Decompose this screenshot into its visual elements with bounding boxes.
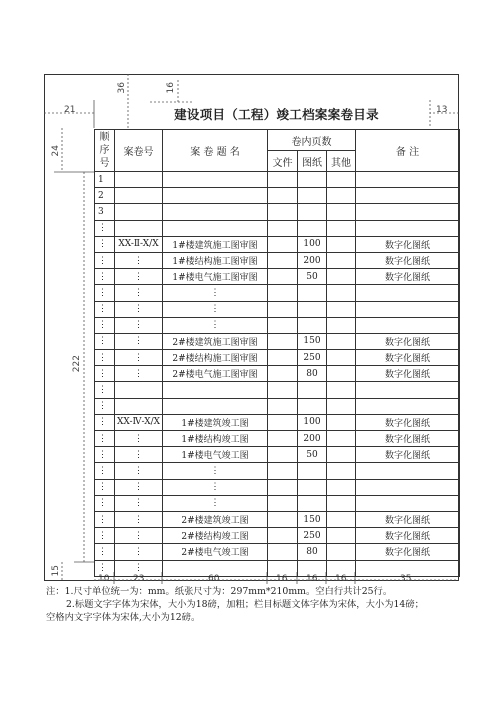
cell-other [327, 366, 356, 382]
table-row [95, 317, 460, 333]
cell-volume-title: 1#楼建筑施工图审图 [163, 236, 268, 252]
cell-file [268, 269, 298, 285]
cell-volume-title: ⋮ [163, 285, 268, 301]
table-row [95, 285, 460, 301]
cell-drawing: 200 [298, 431, 327, 447]
cell-seq: ⋮ [95, 398, 115, 414]
cell-drawing [298, 204, 327, 220]
cell-remarks [356, 301, 460, 317]
cell-drawing [298, 301, 327, 317]
cell-other [327, 285, 356, 301]
cell-seq: ⋮ [95, 236, 115, 252]
cell-other [327, 172, 356, 188]
cell-other [327, 544, 356, 560]
cell-file [268, 479, 298, 495]
cell-seq: 1 [95, 172, 115, 188]
dim-title-height: 16 [166, 82, 176, 94]
cell-seq: ⋮ [95, 269, 115, 285]
cell-remarks: 数字化图纸 [356, 350, 460, 366]
cell-volume-no [115, 204, 163, 220]
cell-file [268, 511, 298, 527]
cell-drawing: 50 [298, 269, 327, 285]
cell-drawing [298, 560, 327, 576]
cell-remarks: 数字化图纸 [356, 511, 460, 527]
cell-volume-no: ⋮ [115, 544, 163, 560]
table-row [95, 511, 460, 527]
table-row [95, 252, 460, 268]
table-row [95, 269, 460, 285]
cell-seq: ⋮ [95, 511, 115, 527]
cell-remarks [356, 204, 460, 220]
cell-other [327, 317, 356, 333]
cell-drawing [298, 398, 327, 414]
cell-volume-title: ⋮ [163, 495, 268, 511]
header-volume-no: 案卷号 [115, 130, 163, 172]
dim-bottom-margin: 15 [51, 565, 61, 577]
cell-remarks [356, 398, 460, 414]
cell-other [327, 447, 356, 463]
cell-volume-title: 2#楼电气竣工图 [163, 544, 268, 560]
cell-volume-no: ⋮ [115, 269, 163, 285]
table-row [95, 398, 460, 414]
table-row [95, 204, 460, 220]
cell-remarks [356, 463, 460, 479]
cell-volume-no [115, 220, 163, 236]
cell-drawing: 50 [298, 447, 327, 463]
table-row [95, 188, 460, 204]
cell-remarks [356, 560, 460, 576]
footnotes [46, 585, 456, 624]
cell-volume-no: ⋮ [115, 560, 163, 576]
cell-drawing [298, 220, 327, 236]
cell-volume-title: 1#楼结构竣工图 [163, 431, 268, 447]
cell-other [327, 511, 356, 527]
cell-volume-title: 2#楼电气施工图审图 [163, 366, 268, 382]
cell-drawing: 100 [298, 236, 327, 252]
header-seq: 顺序号 [95, 130, 115, 172]
cell-file [268, 398, 298, 414]
cell-seq: ⋮ [95, 463, 115, 479]
cell-volume-title [163, 204, 268, 220]
cell-volume-title [163, 382, 268, 398]
dim-body-height: 222 [72, 355, 82, 373]
cell-other [327, 269, 356, 285]
table-row [95, 236, 460, 252]
cell-volume-title: ⋮ [163, 479, 268, 495]
cell-drawing [298, 188, 327, 204]
dim-left-margin: 21 [64, 105, 76, 115]
cell-remarks: 数字化图纸 [356, 236, 460, 252]
cell-file [268, 301, 298, 317]
cell-volume-no: ⋮ [115, 431, 163, 447]
note-line-3: 空格内文字字体为宋体,大小为12磅。 [46, 612, 201, 623]
dim-header-height: 24 [51, 145, 61, 157]
cell-remarks [356, 220, 460, 236]
cell-file [268, 285, 298, 301]
cell-volume-title: 1#楼建筑竣工图 [163, 414, 268, 430]
cell-drawing [298, 317, 327, 333]
cell-volume-title [163, 188, 268, 204]
cell-volume-no: ⋮ [115, 463, 163, 479]
cell-seq: 3 [95, 204, 115, 220]
table-row [95, 447, 460, 463]
cell-drawing: 80 [298, 366, 327, 382]
table-row [95, 463, 460, 479]
header-other: 其他 [327, 151, 356, 172]
cell-remarks: 数字化图纸 [356, 269, 460, 285]
cell-other [327, 560, 356, 576]
cell-volume-no: ⋮ [115, 511, 163, 527]
cell-volume-title: 2#楼建筑竣工图 [163, 511, 268, 527]
cell-file [268, 172, 298, 188]
cell-file [268, 495, 298, 511]
cell-volume-no: ⋮ [115, 479, 163, 495]
dim-col-vol: 23 [133, 574, 145, 584]
cell-file [268, 236, 298, 252]
cell-seq: ⋮ [95, 220, 115, 236]
table-row [95, 544, 460, 560]
cell-drawing [298, 285, 327, 301]
catalog-table [94, 129, 460, 577]
cell-volume-no: ⋮ [115, 447, 163, 463]
dim-right-margin: 13 [436, 105, 448, 115]
table-row [95, 172, 460, 188]
cell-volume-no: ⋮ [115, 495, 163, 511]
table-row [95, 495, 460, 511]
cell-seq: ⋮ [95, 560, 115, 576]
cell-file [268, 350, 298, 366]
cell-other [327, 431, 356, 447]
cell-other [327, 495, 356, 511]
cell-file [268, 188, 298, 204]
header-drawing: 图纸 [298, 151, 327, 172]
cell-other [327, 204, 356, 220]
cell-volume-no: ⋮ [115, 350, 163, 366]
cell-remarks: 数字化图纸 [356, 366, 460, 382]
cell-seq: ⋮ [95, 431, 115, 447]
cell-drawing: 150 [298, 333, 327, 349]
cell-other [327, 188, 356, 204]
cell-remarks [356, 495, 460, 511]
dim-col-seq: 10 [98, 574, 110, 584]
cell-other [327, 301, 356, 317]
cell-drawing [298, 479, 327, 495]
table-row [95, 560, 460, 576]
cell-volume-title: 2#楼建筑施工图审图 [163, 333, 268, 349]
dim-col-file: 16 [276, 574, 288, 584]
cell-drawing: 250 [298, 528, 327, 544]
cell-drawing: 250 [298, 350, 327, 366]
dim-col-remark: 35 [400, 574, 412, 584]
cell-seq: ⋮ [95, 301, 115, 317]
cell-volume-no: XX-Ⅳ-X/X [115, 414, 163, 430]
cell-other [327, 414, 356, 430]
cell-volume-no: ⋮ [115, 333, 163, 349]
cell-seq: ⋮ [95, 479, 115, 495]
cell-volume-no: ⋮ [115, 317, 163, 333]
cell-volume-no: XX-Ⅱ-X/X [115, 236, 163, 252]
cell-remarks: 数字化图纸 [356, 447, 460, 463]
cell-file [268, 252, 298, 268]
cell-remarks: 数字化图纸 [356, 252, 460, 268]
cell-volume-no: ⋮ [115, 301, 163, 317]
table-row [95, 366, 460, 382]
cell-volume-no [115, 172, 163, 188]
cell-remarks: 数字化图纸 [356, 544, 460, 560]
cell-other [327, 350, 356, 366]
cell-volume-title: ⋮ [163, 463, 268, 479]
cell-volume-title: 2#楼结构竣工图 [163, 528, 268, 544]
cell-other [327, 236, 356, 252]
table-row [95, 528, 460, 544]
cell-drawing: 100 [298, 414, 327, 430]
cell-seq: ⋮ [95, 528, 115, 544]
cell-volume-title: 1#楼电气竣工图 [163, 447, 268, 463]
header-pages-group: 卷内页数 [268, 130, 356, 151]
cell-seq: ⋮ [95, 382, 115, 398]
cell-seq: ⋮ [95, 544, 115, 560]
cell-drawing: 80 [298, 544, 327, 560]
cell-other [327, 333, 356, 349]
cell-file [268, 528, 298, 544]
page-title: 建设项目（工程）竣工档案案卷目录 [174, 107, 379, 122]
cell-other [327, 528, 356, 544]
note-line-1: 注：1.尺寸单位统一为：mm。纸张尺寸为：297mm*210mm。空白行共计25行。 [46, 586, 393, 597]
cell-volume-title [163, 220, 268, 236]
cell-remarks [356, 479, 460, 495]
cell-volume-title: 2#楼结构施工图审图 [163, 350, 268, 366]
cell-seq: ⋮ [95, 350, 115, 366]
dim-top-margin: 36 [117, 82, 127, 94]
table-row [95, 220, 460, 236]
cell-remarks [356, 317, 460, 333]
cell-file [268, 463, 298, 479]
cell-other [327, 252, 356, 268]
cell-drawing [298, 495, 327, 511]
table-row [95, 414, 460, 430]
note-line-2: 2.标题文字字体为宋体，大小为18磅，加粗；栏目标题文体字体为宋体，大小为14磅； [66, 599, 424, 610]
dim-col-title: 60 [208, 574, 220, 584]
cell-remarks: 数字化图纸 [356, 431, 460, 447]
cell-volume-title: ⋮ [163, 317, 268, 333]
cell-volume-no: ⋮ [115, 285, 163, 301]
cell-file [268, 317, 298, 333]
cell-volume-no [115, 398, 163, 414]
cell-seq: ⋮ [95, 447, 115, 463]
cell-seq: ⋮ [95, 285, 115, 301]
table-row [95, 333, 460, 349]
cell-other [327, 479, 356, 495]
cell-remarks [356, 285, 460, 301]
cell-volume-title [163, 560, 268, 576]
cell-drawing: 200 [298, 252, 327, 268]
cell-file [268, 366, 298, 382]
cell-remarks [356, 382, 460, 398]
cell-volume-title: ⋮ [163, 301, 268, 317]
table-row [95, 382, 460, 398]
table-row [95, 479, 460, 495]
cell-drawing [298, 172, 327, 188]
cell-volume-no [115, 382, 163, 398]
cell-seq: ⋮ [95, 252, 115, 268]
cell-seq: 2 [95, 188, 115, 204]
cell-seq: ⋮ [95, 495, 115, 511]
cell-other [327, 382, 356, 398]
cell-remarks [356, 188, 460, 204]
cell-volume-title [163, 398, 268, 414]
cell-file [268, 560, 298, 576]
header-volume-title: 案 卷 题 名 [163, 130, 268, 172]
cell-file [268, 447, 298, 463]
cell-drawing: 150 [298, 511, 327, 527]
table-row [95, 350, 460, 366]
cell-other [327, 463, 356, 479]
cell-drawing [298, 382, 327, 398]
cell-volume-no: ⋮ [115, 528, 163, 544]
cell-file [268, 544, 298, 560]
cell-remarks: 数字化图纸 [356, 333, 460, 349]
cell-drawing [298, 463, 327, 479]
cell-other [327, 398, 356, 414]
cell-file [268, 431, 298, 447]
cell-seq: ⋮ [95, 317, 115, 333]
table-row [95, 301, 460, 317]
cell-file [268, 333, 298, 349]
cell-volume-no: ⋮ [115, 252, 163, 268]
dim-col-draw: 16 [306, 574, 318, 584]
table-row [95, 431, 460, 447]
cell-volume-title [163, 172, 268, 188]
cell-file [268, 220, 298, 236]
cell-remarks [356, 172, 460, 188]
cell-file [268, 382, 298, 398]
header-remarks: 备 注 [356, 130, 460, 172]
cell-file [268, 414, 298, 430]
cell-file [268, 204, 298, 220]
cell-seq: ⋮ [95, 333, 115, 349]
cell-remarks: 数字化图纸 [356, 414, 460, 430]
cell-volume-no: ⋮ [115, 366, 163, 382]
cell-volume-title: 1#楼结构施工图审图 [163, 252, 268, 268]
cell-seq: ⋮ [95, 366, 115, 382]
header-file: 文件 [268, 151, 298, 172]
cell-remarks: 数字化图纸 [356, 528, 460, 544]
cell-other [327, 220, 356, 236]
cell-seq: ⋮ [95, 414, 115, 430]
dim-col-other: 16 [335, 574, 347, 584]
cell-volume-no [115, 188, 163, 204]
cell-volume-title: 1#楼电气施工图审图 [163, 269, 268, 285]
